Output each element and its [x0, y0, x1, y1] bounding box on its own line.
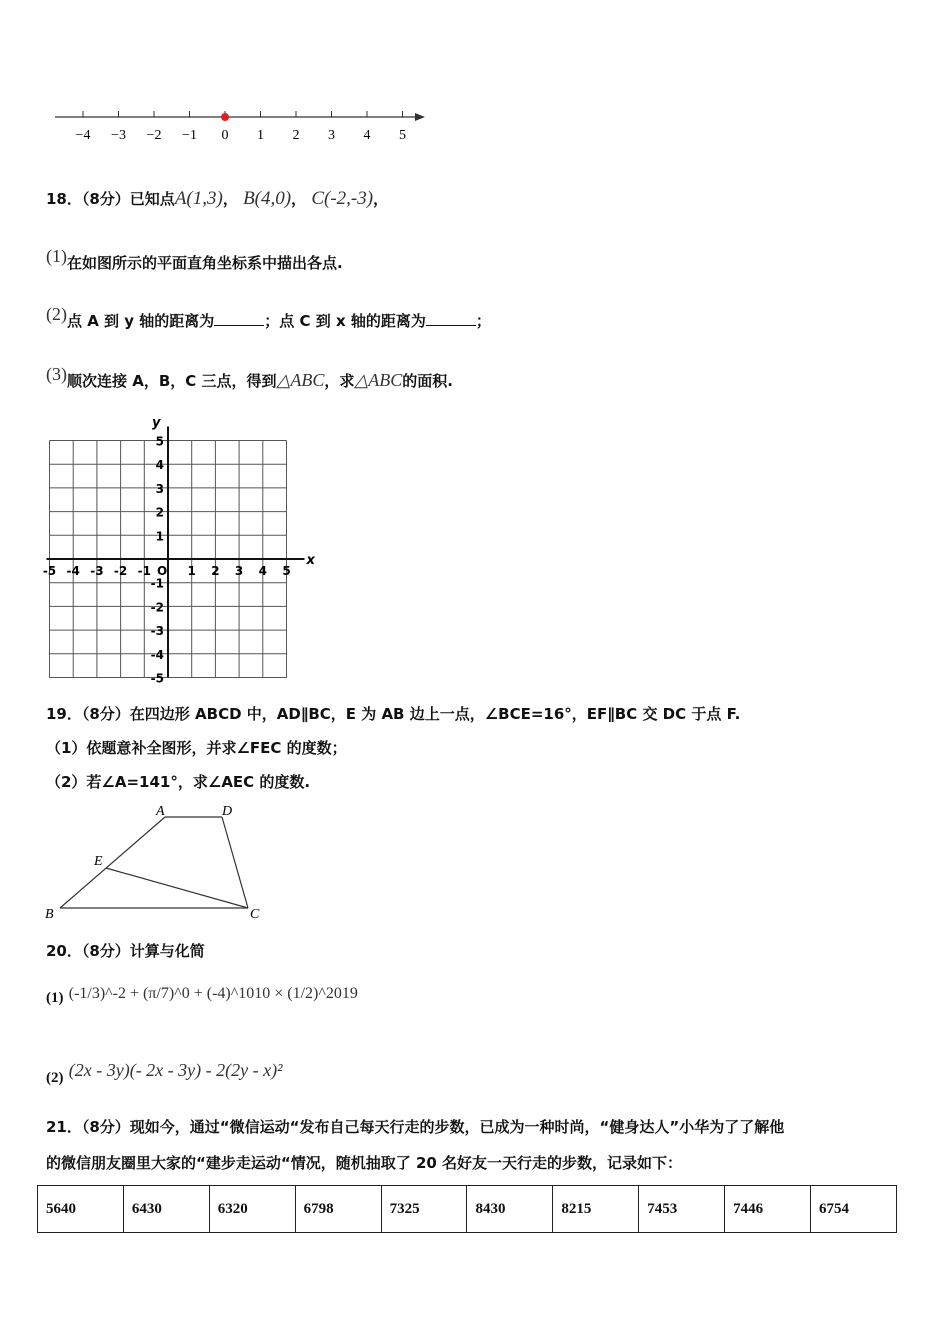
y-tick-label: -2	[150, 600, 164, 615]
table-cell: 7453	[639, 1186, 725, 1233]
x-tick-label: 2	[211, 564, 220, 578]
x-tick-label: -4	[66, 564, 80, 578]
table-cell: 6430	[123, 1186, 209, 1233]
point-marker	[221, 113, 229, 121]
table-cell: 8430	[467, 1186, 553, 1233]
q19-part1: （1）依题意补全图形，并求∠FEC 的度数；	[46, 739, 347, 757]
x-tick-label: -5	[42, 564, 57, 578]
table-cell: 7325	[381, 1186, 467, 1233]
q20-stem: 20．（8分）计算与化简	[46, 942, 205, 960]
tick-label: 3	[328, 128, 335, 143]
q19-stem: 19．（8分）在四边形 ABCD 中，AD∥BC，E 为 AB 边上一点，∠BCE=16°，EF∥BC 交 DC 于点 F.	[46, 705, 741, 723]
table-cell: 5640	[38, 1186, 124, 1233]
table-cell: 6798	[295, 1186, 381, 1233]
q18-stem: 18．（8分）已知点A(1,3)， B(4,0)， C(-2,-3)，	[46, 188, 389, 209]
y-tick-label: 5	[155, 434, 164, 449]
q18-part1: (1)在如图所示的平面直角坐标系中描出各点.	[46, 246, 343, 272]
y-tick-label: 3	[155, 481, 164, 496]
x-tick-label: 3	[234, 564, 244, 578]
coordinate-grid	[40, 405, 330, 695]
table-cell: 6754	[811, 1186, 897, 1233]
label-C: C	[250, 907, 260, 922]
y-tick-label: -4	[150, 647, 164, 662]
tick-label: 2	[292, 128, 300, 143]
y-tick-label: 2	[155, 505, 164, 520]
q20-part2: (2) (2x - 3y)(- 2x - 3y) - 2(2y - x)²	[46, 1060, 283, 1086]
tick-label: −2	[146, 128, 162, 143]
tick-label: 0	[221, 128, 229, 143]
label-D: D	[222, 804, 233, 819]
y-tick-label: 4	[155, 458, 164, 473]
q19-part2: （2）若∠A=141°，求∠AEC 的度数.	[46, 773, 311, 791]
table-cell: 7446	[725, 1186, 811, 1233]
tick-label: 1	[257, 128, 264, 143]
q21-line1: 21．（8分）现如今，通过“微信运动“发布自己每天行走的步数，已成为一种时尚，“健身达人”小华为了了解他	[46, 1118, 785, 1136]
q20-part1: (1) (-1/3)^-2 + (π/7)^0 + (-4)^1010 × (1/2)^2019	[46, 985, 358, 1006]
y-tick-label: 1	[155, 529, 164, 544]
y-axis-label: y	[152, 415, 161, 431]
number-line	[40, 95, 440, 155]
tick-label: −1	[182, 128, 197, 143]
quadrilateral-figure	[40, 800, 280, 925]
origin-label: O	[157, 564, 168, 578]
tick-label: −3	[111, 128, 126, 143]
label-A: A	[156, 804, 165, 819]
label-B: B	[45, 907, 54, 922]
q18-part2: (2)点 A 到 y 轴的距离为 ；点 C 到 x 轴的距离为 ；	[46, 304, 491, 330]
q21-line2: 的微信朋友圈里大家的“建步走运动“情况，随机抽取了 20 名好友一天行走的步数，记录如下：	[46, 1154, 683, 1172]
y-tick-label: -5	[150, 671, 164, 686]
q18-part3: (3)顺次连接 A，B，C 三点，得到△ABC，求△ABC的面积.	[46, 364, 453, 390]
x-tick-label: -1	[137, 564, 151, 578]
x-tick-label: -3	[90, 564, 104, 578]
table-cell: 6320	[209, 1186, 295, 1233]
table-row	[38, 1186, 897, 1233]
arrow-icon	[415, 113, 425, 121]
steps-table	[37, 1185, 897, 1233]
table-cell: 8215	[553, 1186, 639, 1233]
y-tick-label: -3	[150, 624, 164, 639]
x-tick-label: 5	[282, 564, 291, 578]
y-tick-label: -1	[150, 576, 164, 591]
label-E: E	[94, 854, 103, 869]
x-tick-label: -2	[113, 564, 128, 578]
x-tick-label: 4	[258, 564, 267, 578]
x-axis-label: x	[306, 553, 315, 568]
x-tick-label: 1	[187, 564, 196, 578]
tick-label: −4	[75, 128, 91, 143]
tick-label: 4	[363, 128, 371, 143]
tick-label: 5	[399, 128, 406, 143]
